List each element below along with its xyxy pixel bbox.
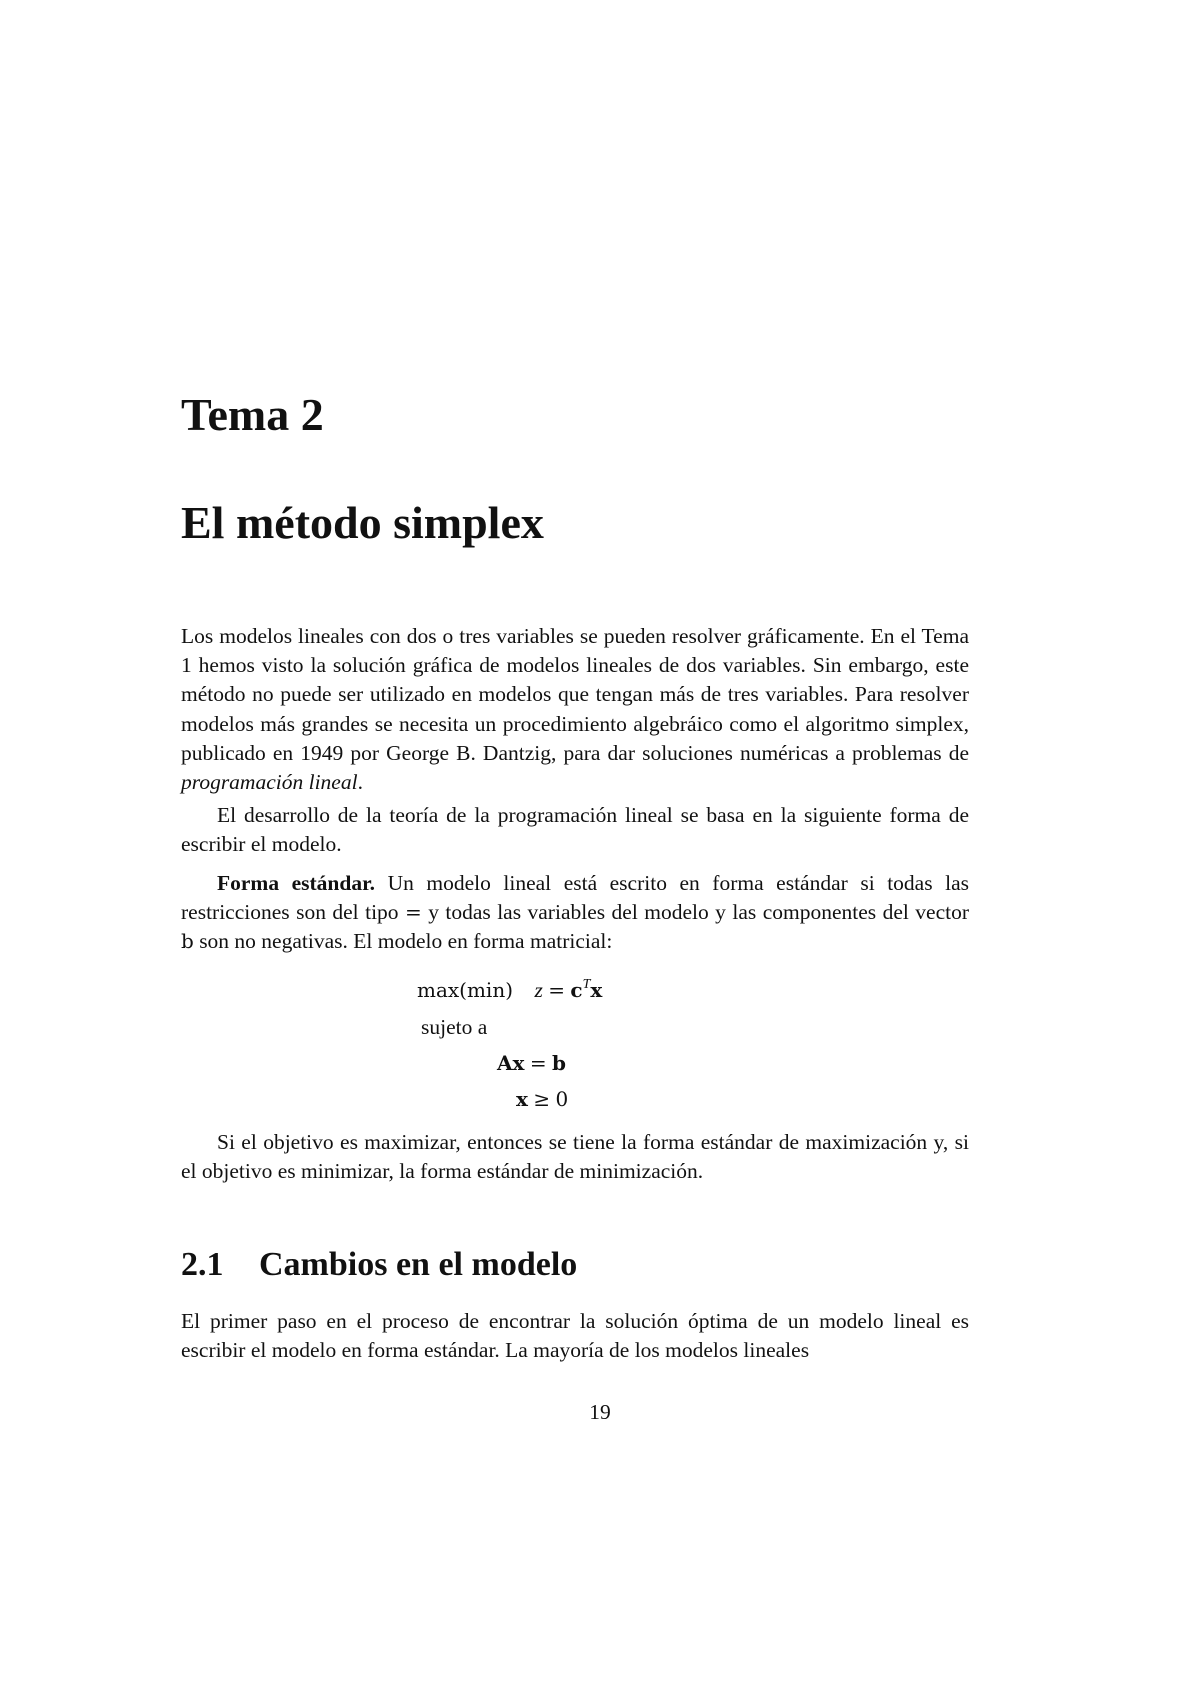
chapter-label: Tema 2 [181, 389, 324, 440]
paragraph-section-intro: El primer paso en el proceso de encontrar la solución óptima de un modelo lineal es escribir el modelo en forma estándar. La mayoría de los modelos lineales [181, 1309, 969, 1363]
nonneg-x: x [516, 1087, 528, 1111]
nonneg-operator: ≥ [533, 1087, 551, 1111]
chapter-title: El método simplex [181, 497, 544, 548]
transpose-superscript: T [582, 977, 591, 992]
nonneg-zero: 0 [555, 1087, 569, 1111]
emphasis-programacion-lineal: programación lineal [181, 770, 358, 795]
constraint-rhs: b [551, 1051, 566, 1075]
equation-objective [417, 977, 603, 1002]
section-heading [181, 1248, 577, 1282]
paragraph-standard-form-definition [181, 869, 969, 957]
vector-b: b [181, 929, 194, 954]
objective-equals: = [548, 978, 566, 1002]
definition-text-a: Un modelo lineal está escrito en forma estándar si todas las restricciones son del tipo [181, 871, 969, 925]
constraint-lhs: Ax [497, 1051, 525, 1075]
definition-text-c: son no negativas. El modelo en forma matricial: [193, 929, 613, 954]
paragraph-standard-form-intro: El desarrollo de la teoría de la programación lineal se basa en la siguiente forma de escribir el modelo. [181, 803, 969, 857]
equation-nonnegativity [516, 1089, 568, 1111]
section-title: Cambios en el modelo [259, 1246, 578, 1283]
paragraph-max-min: Si el objetivo es maximizar, entonces se tiene la forma estándar de maximización y, si el objetivo es minimizar, la forma estándar de minimización. [181, 1130, 969, 1184]
page-number: 19 [589, 1400, 611, 1424]
constraint-equals: = [529, 1051, 547, 1075]
equation-constraint [497, 1053, 566, 1075]
equals-symbol: = [404, 900, 422, 925]
objective-cost-vector: c [570, 978, 583, 1002]
paragraph-intro-end: . [357, 770, 363, 795]
section-number: 2.1 [181, 1246, 224, 1283]
definition-term: Forma estándar. [217, 871, 376, 895]
equation-subject-to: sujeto a [421, 1015, 488, 1039]
objective-variable: z [534, 978, 543, 1002]
objective-operator: max(min) [417, 978, 514, 1002]
objective-x-vector: x [590, 978, 603, 1002]
definition-text-b: y todas las variables del modelo y las componentes del vector [421, 900, 969, 925]
paragraph-intro [181, 622, 969, 797]
paragraph-intro-text: Los modelos lineales con dos o tres variables se pueden resolver gráficamente. En el Tema 1 hemos visto la solución gráfica de modelos lineales de dos variables. Sin embargo, este método no puede ser utilizado en modelos que tengan más de tres variables. Para resolver modelos más grandes se necesita un procedimiento algebráico como el algoritmo simplex, publicado en 1949 por George B. Dantzig, para dar soluciones numéricas a problemas de [181, 624, 969, 765]
